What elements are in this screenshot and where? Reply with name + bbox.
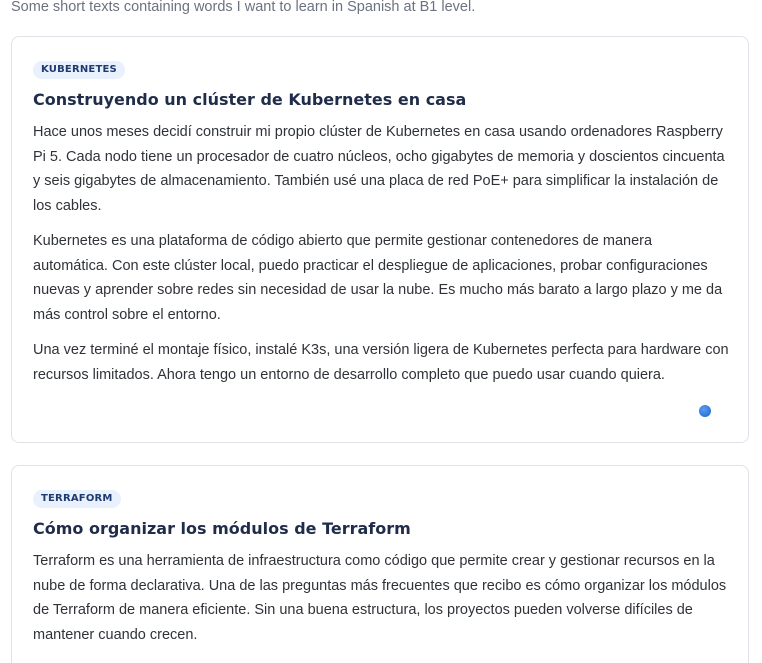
topic-tag[interactable]: KUBERNETES [33, 61, 125, 79]
intro-text: Some short texts containing words I want to learn in Spanish at B1 level. [11, 0, 476, 15]
article-card-body [33, 59, 730, 387]
article-card-terraform[interactable] [11, 465, 749, 663]
article-paragraph: Kubernetes es una plataforma de código abierto que permite gestionar contenedores de manera automática. Con este clúster local, puedo practicar el despliegue de aplicaciones, probar configuraciones nuevas y aprender sobre redes sin necesidad de usar la nube. Es mucho más barato a largo plazo y me da más control sobre el entorno. [33, 233, 723, 323]
blue-dot-icon[interactable] [699, 405, 711, 417]
article-paragraph: Una vez terminé el montaje físico, instalé K3s, una versión ligera de Kubernetes perfecta para hardware con recursos limitados. Ahora tengo un entorno de desarrollo completo que puedo usar cuando quiera. [33, 342, 729, 383]
article-card-body [33, 488, 730, 647]
article-paragraph: Hace unos meses decidí construir mi propio clúster de Kubernetes en casa usando ordenadores Raspberry Pi 5. Cada nodo tiene un procesador de cuatro núcleos, ocho gigabytes de memoria y doscientos cincuenta y seis gigabytes de almacenamiento. También usé una placa de red PoE+ para simplificar la instalación de los cables. [33, 124, 725, 214]
topic-tag[interactable]: TERRAFORM [33, 490, 121, 508]
article-title[interactable]: Cómo organizar los módulos de Terraform [33, 519, 411, 538]
article-paragraph: Terraform es una herramienta de infraestructura como código que permite crear y gestionar recursos en la nube de forma declarativa. Una de las preguntas más frecuentes que recibo es cómo organizar los módulos de Terraform de manera eficiente. Sin una buena estructura, los proyectos pueden volverse difíciles de mantener cuando crecen. [33, 553, 727, 643]
article-card-kubernetes[interactable] [11, 36, 749, 443]
article-title[interactable]: Construyendo un clúster de Kubernetes en casa [33, 90, 467, 109]
